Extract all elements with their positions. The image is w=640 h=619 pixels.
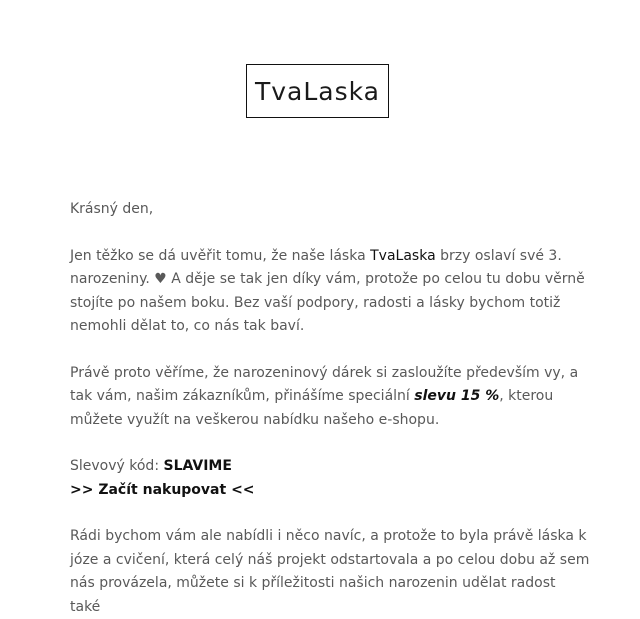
start-shopping-link[interactable]: >> Začít nakupovat << <box>70 481 255 498</box>
greeting: Krásný den, <box>70 201 154 217</box>
brand-name: TvaLaska <box>370 247 436 264</box>
discount-code-label: Slevový kód: <box>70 458 164 474</box>
intro-text-end: brzy oslaví své 3. narozeniny. ♥ A děje se tak jen díky vám, protože po celou tu dobu věrně stojíte po našem boku. Bez vaší podpory, radosti a lásky bychom totiž nemohli dělat to, co nás tak baví. <box>70 247 585 334</box>
intro-paragraph <box>70 245 590 339</box>
cta-line <box>70 479 590 503</box>
extra-paragraph: Rádi bychom vám ale nabídli i něco navíc, a protože to byla právě láska k józe a cvičení, která celý náš projekt odstartovala a po celou dobu až sem nás provázela, můžete si k příležitosti našich narozenin udělat radost také <box>70 528 590 615</box>
email-body <box>70 198 590 619</box>
offer-text-start: Právě proto věříme, že narozeninový dárek si zasloužíte především vy, a tak vám, našim zákazníkům, přinášíme speciální <box>70 364 579 404</box>
offer-text-end: , kterou můžete využít na veškerou nabídku našeho e-shopu. <box>70 388 554 428</box>
logo-text: TvaLaska <box>254 77 381 106</box>
offer-paragraph <box>70 362 590 433</box>
discount-highlight: slevu 15 % <box>414 388 500 404</box>
discount-code-line <box>70 455 590 479</box>
intro-text-start: Jen těžko se dá uvěřit tomu, že naše láska <box>70 247 371 264</box>
discount-code: SLAVIME <box>163 458 232 474</box>
logo <box>246 64 389 118</box>
